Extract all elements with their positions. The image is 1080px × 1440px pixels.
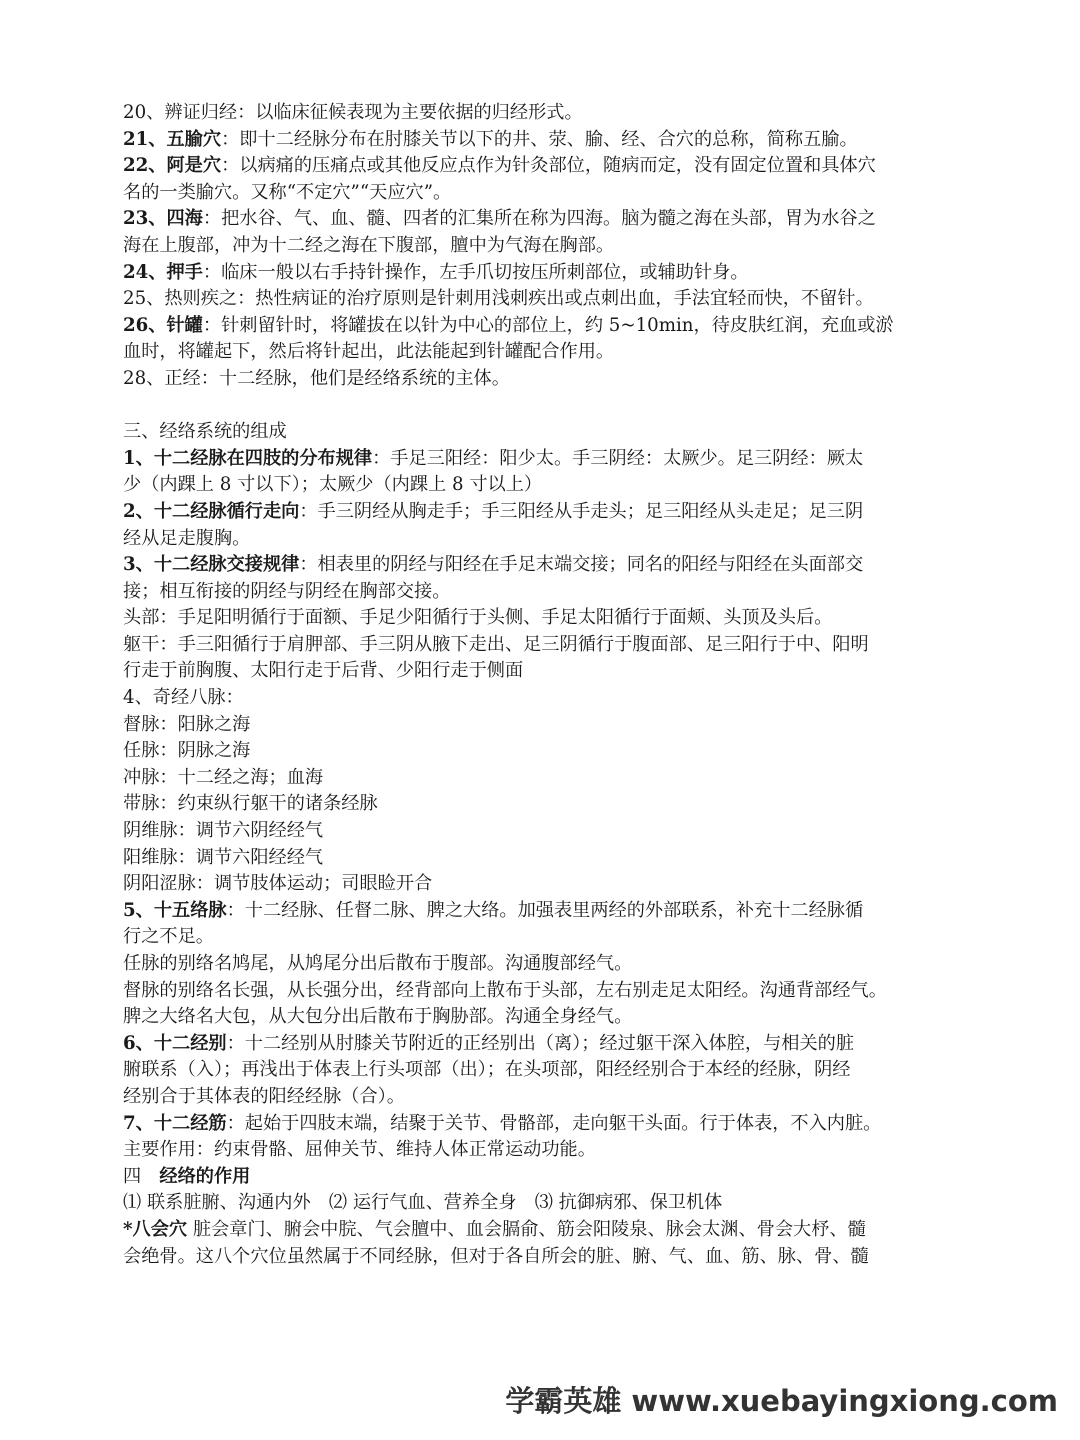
line-text: ⑴ 联系脏腑、沟通内外 ⑵ 运行气血、营养全身 ⑶ 抗御病邪、保卫机体 bbox=[123, 1192, 723, 1214]
line-text: 督脉：阳脉之海 bbox=[123, 713, 251, 735]
text-line bbox=[123, 499, 958, 526]
text-line bbox=[123, 1057, 958, 1084]
line-text: 少（内踝上 8 寸以下）；太厥少（内踝上 8 寸以上） bbox=[123, 474, 543, 496]
term-label: 2、十二经脉循行走向 bbox=[123, 500, 300, 522]
term-label: 26、针罐 bbox=[123, 314, 203, 336]
line-text: 脏会章门、腑会中脘、气会膻中、血会膈俞、筋会阳陵泉、脉会太渊、骨会大杼、髓 bbox=[187, 1218, 866, 1240]
text-line bbox=[123, 472, 958, 499]
line-text: 躯干：手三阳循行于肩胛部、手三阴从腋下走出、足三阴循行于腹面部、足三阳行于中、阳明 bbox=[123, 633, 869, 655]
line-text: 海在上腹部，冲为十二经之海在下腹部，膻中为气海在胸部。 bbox=[123, 234, 615, 256]
text-line bbox=[123, 366, 958, 393]
text-line bbox=[123, 153, 958, 180]
line-text: 名的一类腧穴。又称“不定穴”“天应穴”。 bbox=[123, 181, 452, 203]
term-label: 6、十二经别 bbox=[123, 1032, 227, 1054]
line-text: ：即十二经脉分布在肘膝关节以下的井、荥、腧、经、合穴的总称，简称五腧。 bbox=[221, 128, 858, 150]
text-line bbox=[123, 924, 958, 951]
term-label: 5、十五络脉 bbox=[123, 899, 227, 921]
line-text: 20、辨证归经：以临床征候表现为主要依据的归经形式。 bbox=[123, 102, 583, 123]
line-text: ：十二经别从肘膝关节附近的正经别出（离）；经过躯干深入体腔，与相关的脏 bbox=[226, 1032, 855, 1054]
line-text: ：相表里的阴经与阳经在手足末端交接；同名的阳经与阳经在头面部交 bbox=[299, 554, 864, 576]
text-line bbox=[123, 180, 958, 207]
text-line bbox=[123, 605, 958, 632]
line-text: ：手三阴经从胸走手；手三阳经从手走头；足三阳经从头走足；足三阴 bbox=[299, 500, 864, 522]
term-label: *八会穴 bbox=[123, 1218, 188, 1240]
text-line bbox=[123, 100, 958, 127]
text-line bbox=[123, 339, 958, 366]
term-label: 7、十二经筋 bbox=[123, 1112, 227, 1134]
text-line bbox=[123, 1031, 958, 1058]
text-line bbox=[123, 260, 958, 287]
text-line bbox=[123, 658, 958, 685]
line-text: 经别合于其体表的阳经经脉（合）。 bbox=[123, 1085, 405, 1107]
text-line bbox=[123, 127, 958, 154]
blank-line bbox=[123, 393, 958, 420]
line-text: 脾之大络名大包，从大包分出后散布于胸胁部。沟通全身经气。 bbox=[123, 1006, 633, 1028]
text-line bbox=[123, 845, 958, 872]
line-text: 任脉的别络名鸠尾，从鸠尾分出后散布于腹部。沟通腹部经气。 bbox=[123, 953, 633, 974]
text-line bbox=[123, 1190, 958, 1217]
text-line bbox=[123, 898, 958, 925]
line-text: 阳维脉：调节六阳经经气 bbox=[123, 846, 324, 868]
line-text: ：把水谷、气、血、髓、四者的汇集所在称为四海。脑为髓之海在头部，胃为水谷之 bbox=[202, 208, 876, 230]
line-text: 带脉：约束纵行躯干的诸条经脉 bbox=[123, 793, 378, 815]
line-text: 28、正经：十二经脉，他们是经络系统的主体。 bbox=[123, 367, 510, 389]
line-text: 血时，将罐起下，然后将针起出，此法能起到针罐配合作用。 bbox=[123, 341, 615, 363]
line-text: 任脉：阴脉之海 bbox=[123, 740, 251, 762]
text-line bbox=[123, 446, 958, 473]
term-label: 24、押手 bbox=[123, 261, 203, 283]
line-text: 接；相互衔接的阴经与阴经在胸部交接。 bbox=[123, 580, 451, 602]
line-text: 会绝骨。这八个穴位虽然属于不同经脉，但对于各自所会的脏、腑、气、血、筋、脉、骨、髓 bbox=[123, 1245, 869, 1267]
text-line bbox=[123, 738, 958, 765]
text-line bbox=[123, 526, 958, 553]
line-text: 四 经络的作用 bbox=[123, 1165, 251, 1187]
text-line bbox=[123, 286, 958, 313]
text-line bbox=[123, 206, 958, 233]
line-text: 阴阳涩脉：调节肢体运动；司眼睑开合 bbox=[123, 873, 433, 895]
line-text: 行走于前胸腹、太阳行走于后背、少阳行走于侧面 bbox=[123, 660, 524, 682]
text-line bbox=[123, 1164, 958, 1191]
line-text: 督脉的别络名长强，从长强分出，经背部向上散布于头部，左右别走足太阳经。沟通背部经气。 bbox=[123, 979, 887, 1001]
text-line bbox=[123, 233, 958, 260]
term-label: 3、十二经脉交接规律 bbox=[123, 554, 300, 576]
text-line bbox=[123, 818, 958, 845]
text-line bbox=[123, 1217, 958, 1244]
text-line bbox=[123, 1111, 958, 1138]
text-line bbox=[123, 552, 958, 579]
line-text: ：手足三阳经：阳少太。手三阴经：太厥少。足三阴经：厥太 bbox=[372, 447, 864, 469]
term-label: 22、阿是穴 bbox=[123, 155, 222, 177]
text-line bbox=[123, 1084, 958, 1111]
line-text: 经从足走腹胸。 bbox=[123, 527, 251, 549]
line-text: 头部：手足阳明循行于面额、手足少阳循行于头侧、手足太阳循行于面颊、头顶及头后。 bbox=[123, 607, 833, 629]
line-text: ：起始于四肢末端，结聚于关节、骨骼部，走向躯干头面。行于体表，不入内脏。 bbox=[226, 1112, 882, 1134]
line-text: 4、奇经八脉： bbox=[123, 687, 244, 709]
line-text: 腑联系（入）；再浅出于体表上行头项部（出）；在头项部，阳经经别合于本经的经脉，阴经 bbox=[123, 1059, 851, 1081]
line-text: 行之不足。 bbox=[123, 926, 214, 948]
term-label: 23、四海 bbox=[123, 208, 203, 230]
line-text: 冲脉：十二经之海；血海 bbox=[123, 766, 324, 788]
line-text: 25、热则疾之：热性病证的治疗原则是针刺用浅刺疾出或点刺出血，手法宜轻而快，不留针。 bbox=[123, 288, 874, 310]
text-line bbox=[123, 419, 958, 446]
section-heading: 经络的作用 bbox=[159, 1165, 251, 1187]
text-line bbox=[123, 978, 958, 1005]
text-line bbox=[123, 871, 958, 898]
line-text: ：以病痛的压痛点或其他反应点作为针灸部位，随病而定，没有固定位置和具体穴 bbox=[221, 155, 876, 177]
text-line bbox=[123, 765, 958, 792]
line-text: ：十二经脉、任督二脉、脾之大络。加强表里两经的外部联系，补充十二经脉循 bbox=[226, 899, 864, 921]
text-line bbox=[123, 632, 958, 659]
line-text: ：临床一般以右手持针操作，左手爪切按压所刺部位，或辅助针身。 bbox=[202, 261, 749, 283]
text-line bbox=[123, 791, 958, 818]
text-line bbox=[123, 951, 958, 978]
text-line bbox=[123, 1244, 958, 1271]
text-line bbox=[123, 1004, 958, 1031]
text-line bbox=[123, 685, 958, 712]
text-line bbox=[123, 1137, 958, 1164]
term-label: 21、五腧穴 bbox=[123, 128, 222, 150]
line-text: 三、经络系统的组成 bbox=[123, 421, 287, 443]
document-body bbox=[123, 100, 958, 1270]
line-text: 主要作用：约束骨骼、屈伸关节、维持人体正常运动功能。 bbox=[123, 1139, 596, 1161]
line-text: 阴维脉：调节六阴经经气 bbox=[123, 820, 324, 842]
text-line bbox=[123, 313, 958, 340]
term-label: 1、十二经脉在四肢的分布规律 bbox=[123, 447, 373, 469]
site-watermark: 学霸英雄 www.xuebayingxiong.com bbox=[505, 1384, 1058, 1418]
text-line bbox=[123, 712, 958, 739]
text-line bbox=[123, 579, 958, 606]
line-text: ：针刺留针时，将罐拔在以针为中心的部位上，约 5~10min，待皮肤红润，充血或淤 bbox=[202, 314, 894, 336]
